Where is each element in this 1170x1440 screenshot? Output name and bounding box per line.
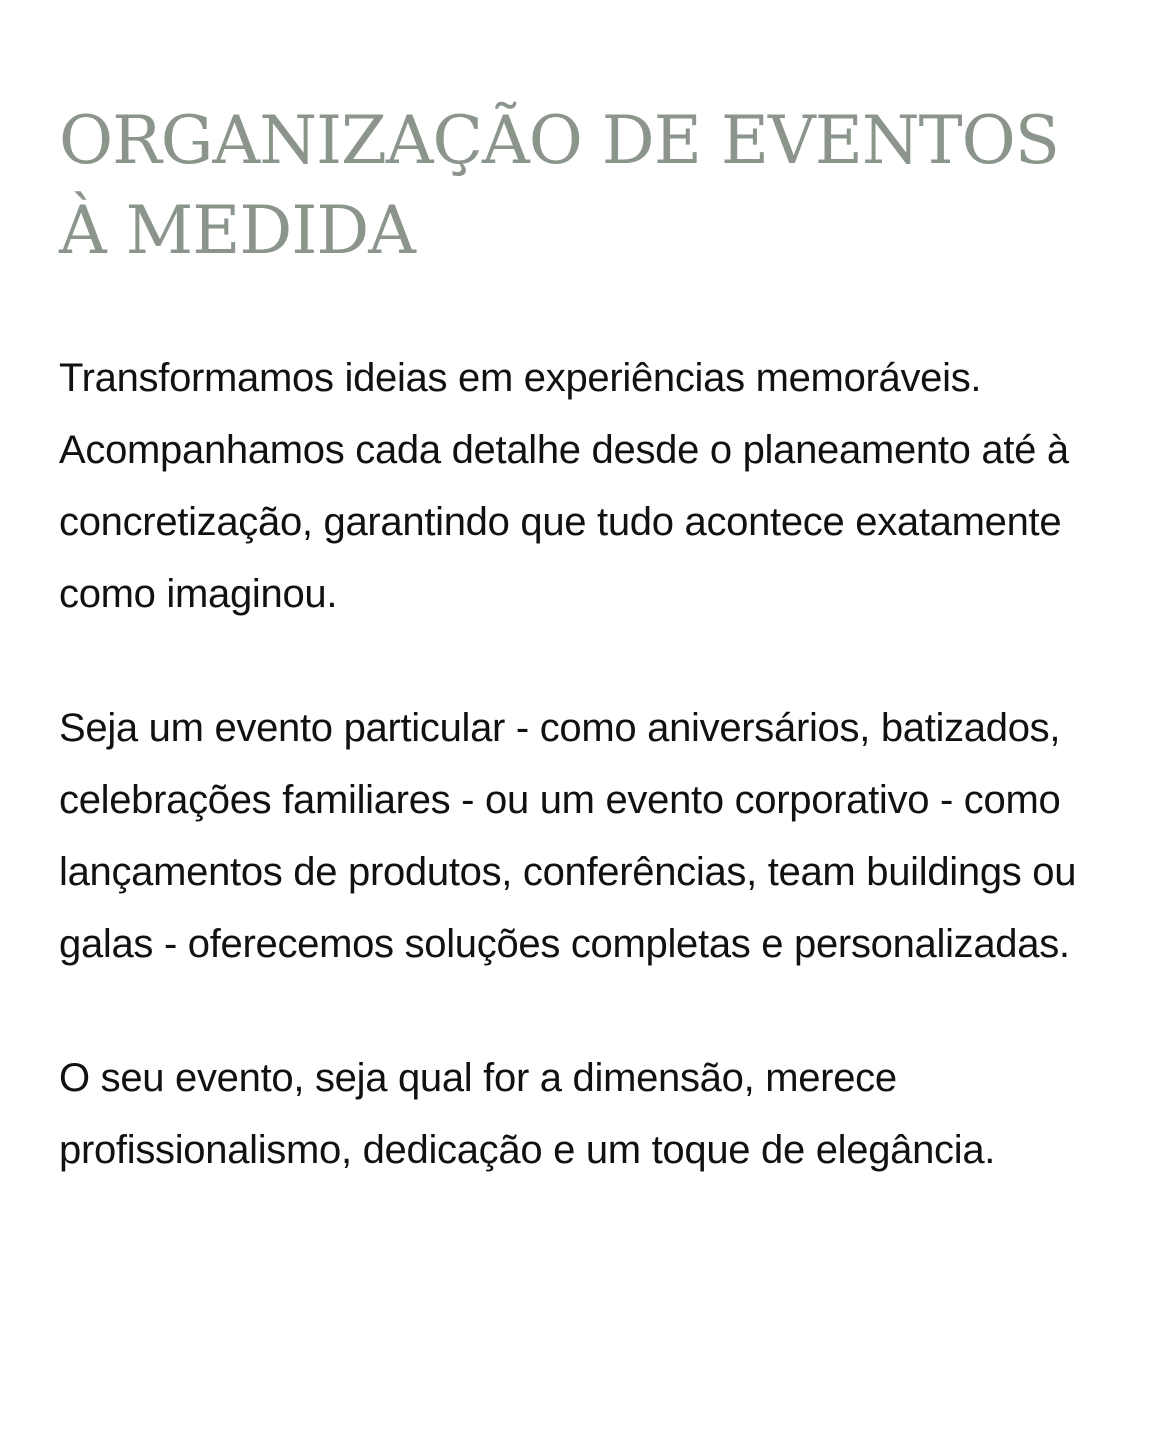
section-description xyxy=(59,342,1119,1186)
events-section xyxy=(59,96,1119,1186)
intro-paragraph: Transformamos ideias em experiências memoráveis. Acompanhamos cada detalhe desde o planeamento até à concretização, garantindo que tudo acontece exatamente como imaginou. xyxy=(59,356,1069,616)
closing-paragraph: O seu evento, seja qual for a dimensão, merece profissionalismo, dedicação e um toque de elegância. xyxy=(59,1056,996,1172)
page-title: ORGANIZAÇÃO DE EVENTOS À MEDIDA xyxy=(59,102,1059,269)
event-types-paragraph: Seja um evento particular - como aniversários, batizados, celebrações familiares - ou um evento corporativo - como lançamentos de produtos, conferências, team buildings ou galas - oferecemos soluções completas e personalizadas. xyxy=(59,706,1077,966)
